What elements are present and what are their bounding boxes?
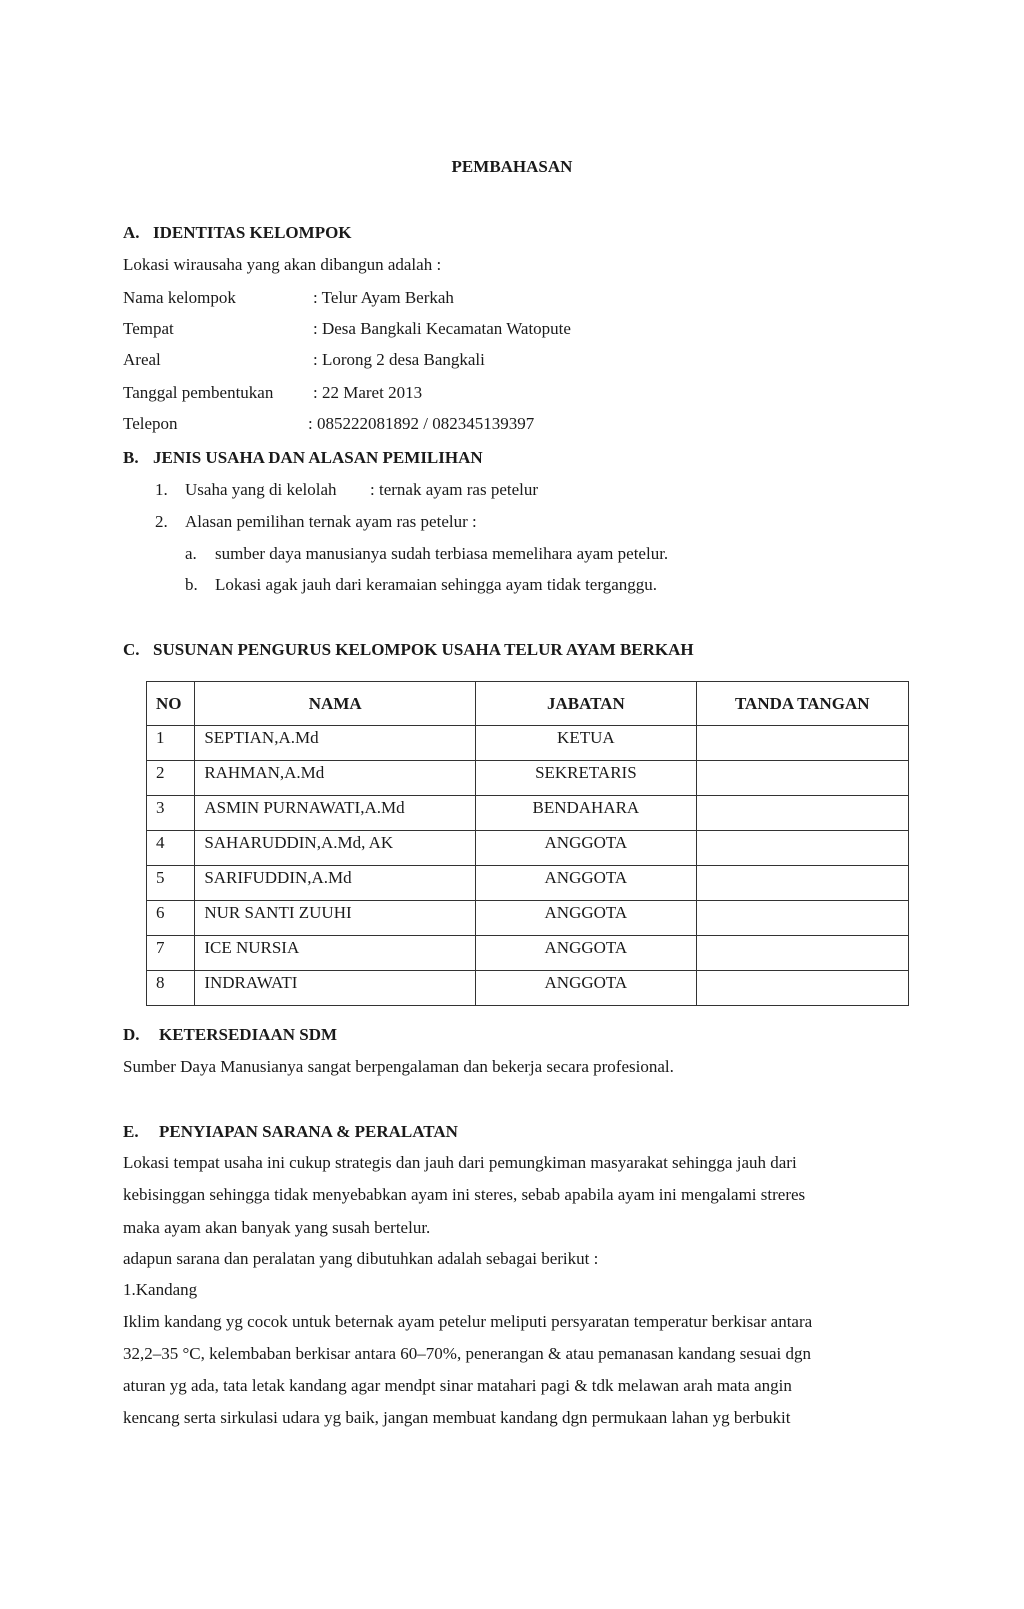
list-item-label: Usaha yang di kelolah [185,480,337,499]
paragraph-line: Lokasi tempat usaha ini cukup strategis dan jauh dari pemungkiman masyarakat sehingga jauh dari [123,1153,797,1172]
identity-value: : Desa Bangkali Kecamatan Watopute [313,319,571,338]
section-d-letter: D. [123,1025,140,1044]
cell-jabatan: ANGGOTA [476,936,696,971]
paragraph-line: kebisinggan sehingga tidak menyebabkan ayam ini steres, sebab apabila ayam ini mengalami streres [123,1185,806,1204]
identity-value: : 085222081892 / 082345139397 [308,414,535,433]
section-b-letter: B. [123,448,139,467]
section-a-title: IDENTITAS KELOMPOK [153,223,352,242]
section-d-title: KETERSEDIAAN SDM [159,1025,338,1044]
cell-signature [696,761,908,796]
identity-label: Tanggal pembentukan [123,383,274,402]
cell-nama: ASMIN PURNAWATI,A.Md [195,796,476,831]
table-row [147,831,909,866]
table-row [147,866,909,901]
table-row [147,726,909,761]
cell-no: 5 [147,866,195,901]
cell-no: 2 [147,761,195,796]
paragraph-line: adapun sarana dan peralatan yang dibutuhkan adalah sebagai berikut : [123,1249,599,1268]
cell-nama: RAHMAN,A.Md [195,761,476,796]
cell-nama: SEPTIAN,A.Md [195,726,476,761]
page-title: PEMBAHASAN [451,157,573,176]
section-d-heading [123,1024,337,1046]
cell-jabatan: KETUA [476,726,696,761]
cell-no: 7 [147,936,195,971]
column-header-nama: NAMA [195,682,476,726]
identity-label: Tempat [123,319,174,338]
sublist-text: Lokasi agak jauh dari keramaian sehingga ayam tidak terganggu. [215,575,657,594]
cell-no: 8 [147,971,195,1006]
column-header-tanda-tangan: TANDA TANGAN [696,682,908,726]
cell-jabatan: ANGGOTA [476,971,696,1006]
management-table [146,681,909,1006]
cell-signature [696,796,908,831]
list-item-value: : ternak ayam ras petelur [370,480,539,499]
sublist-letter: b. [185,575,198,594]
identity-label: Nama kelompok [123,288,236,307]
cell-signature [696,936,908,971]
cell-nama: SAHARUDDIN,A.Md, AK [195,831,476,866]
section-c-title: SUSUNAN PENGURUS KELOMPOK USAHA TELUR AYAM BERKAH [153,640,694,659]
cell-nama: INDRAWATI [195,971,476,1006]
section-e-heading [123,1121,458,1143]
sublist-text: sumber daya manusianya sudah terbiasa memelihara ayam petelur. [215,544,669,563]
paragraph-line: aturan yg ada, tata letak kandang agar mendpt sinar matahari pagi & tdk melawan arah mata angin [123,1376,792,1395]
section-c-heading [123,639,694,661]
paragraph-line: 32,2–35 °C, kelembaban berkisar antara 60–70%, penerangan & atau pemanasan kandang sesuai dgn [123,1344,811,1363]
cell-jabatan: ANGGOTA [476,831,696,866]
section-a-heading [123,222,352,244]
identity-label: Areal [123,350,161,369]
table-row [147,971,909,1006]
table-row [147,901,909,936]
paragraph-line: 1.Kandang [123,1280,198,1299]
identity-value: : Lorong 2 desa Bangkali [313,350,485,369]
cell-signature [696,901,908,936]
table-header-row [147,682,909,726]
cell-nama: SARIFUDDIN,A.Md [195,866,476,901]
cell-jabatan: ANGGOTA [476,901,696,936]
identity-value: : Telur Ayam Berkah [313,288,454,307]
identity-value: : 22 Maret 2013 [313,383,423,402]
section-b-title: JENIS USAHA DAN ALASAN PEMILIHAN [153,448,483,467]
cell-signature [696,726,908,761]
identity-label: Telepon [123,414,178,433]
cell-no: 4 [147,831,195,866]
table-row [147,796,909,831]
section-e-title: PENYIAPAN SARANA & PERALATAN [159,1122,458,1141]
cell-jabatan: BENDAHARA [476,796,696,831]
cell-no: 3 [147,796,195,831]
cell-signature [696,971,908,1006]
section-d-text: Sumber Daya Manusianya sangat berpengalaman dan bekerja secara profesional. [123,1057,674,1076]
cell-jabatan: ANGGOTA [476,866,696,901]
cell-signature [696,831,908,866]
section-a-intro: Lokasi wirausaha yang akan dibangun adalah : [123,255,442,274]
section-e-letter: E. [123,1122,139,1141]
cell-nama: ICE NURSIA [195,936,476,971]
table-row [147,761,909,796]
list-number: 1. [155,480,168,499]
cell-signature [696,866,908,901]
sublist-letter: a. [185,544,197,563]
cell-no: 1 [147,726,195,761]
section-a-letter: A. [123,223,140,242]
cell-jabatan: SEKRETARIS [476,761,696,796]
paragraph-line: kencang serta sirkulasi udara yg baik, jangan membuat kandang dgn permukaan lahan yg berbukit [123,1408,791,1427]
column-header-jabatan: JABATAN [476,682,696,726]
list-item-text: Alasan pemilihan ternak ayam ras petelur : [185,512,477,531]
section-c-letter: C. [123,640,140,659]
paragraph-line: Iklim kandang yg cocok untuk beternak ayam petelur meliputi persyaratan temperatur berkisar antara [123,1312,813,1331]
list-number: 2. [155,512,168,531]
column-header-no: NO [147,682,195,726]
table-row [147,936,909,971]
section-b-heading [123,447,483,469]
cell-nama: NUR SANTI ZUUHI [195,901,476,936]
cell-no: 6 [147,901,195,936]
paragraph-line: maka ayam akan banyak yang susah bertelur. [123,1218,431,1237]
